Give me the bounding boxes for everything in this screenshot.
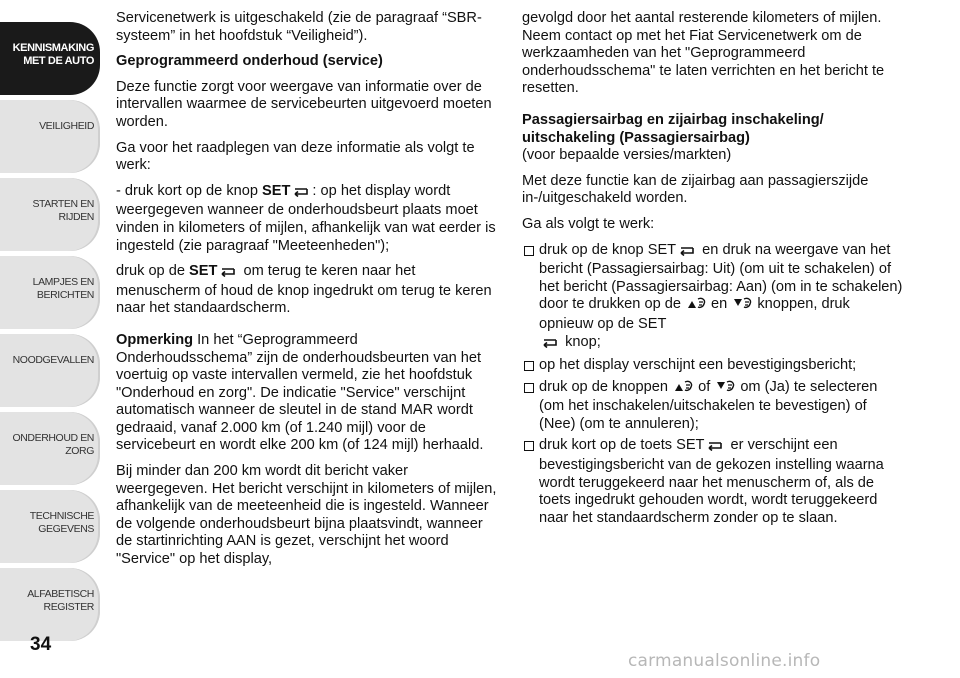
paragraph: Bij minder dan 200 km wordt dit bericht vaker weergegeven. Het bericht verschijnt in kilometers of mijlen, afhankelijk van de meeteenheid die is ingesteld. Wanneer de volgende onderhoudsbeurt bijna plaatsvindt, wanneer de startinrichting AAN is gezet, verschijnt het woord "Service" op het display, bbox=[116, 463, 497, 568]
tab-label: TECHNISCHE GEGEVENS bbox=[29, 510, 94, 535]
text: om (Ja) te selecteren (om het inschakelen/uitschakelen te bevestigen) of (Nee) (om te annuleren); bbox=[539, 378, 878, 432]
tab-label: STARTEN EN RIJDEN bbox=[32, 198, 94, 223]
tab-noodgevallen[interactable] bbox=[0, 334, 100, 407]
paragraph bbox=[116, 263, 498, 318]
tab-technische-gegevens[interactable] bbox=[0, 490, 100, 563]
text: om terug te keren naar het menuscherm of houd de knop ingedrukt om terug te keren naar het standaardscherm. bbox=[116, 263, 492, 317]
down-button-icon bbox=[716, 379, 738, 399]
text: In het “Geprogrammeerd Onderhoudsschema” zijn de onderhoudsbeurten van het voertuig op vaste intervallen vermeld, zie het hoofdstuk "Onderhoud en zorg". De indicatie "Service" verschijnt automatisch wanneer de sleutel in de stand MAR wordt gedraaid, vanaf 2.000 km (of 1.240 mijl) voor de servicebeurt en wordt elke 200 km (of 124 mijl) herhaald. bbox=[116, 331, 484, 454]
list-item bbox=[522, 437, 904, 527]
note-label: Opmerking bbox=[116, 331, 194, 348]
down-button-icon bbox=[733, 296, 755, 316]
left-column bbox=[116, 10, 498, 577]
return-arrow-icon bbox=[678, 244, 696, 262]
set-label: SET bbox=[189, 263, 218, 280]
tab-veiligheid[interactable] bbox=[0, 100, 100, 173]
text: er verschijnt een bevestigingsbericht van de gekozen instelling waarna wordt teruggekeerd naar het menuscherm of, als de toets ingedrukt gehouden wordt, wordt teruggekeerd naar het standaardscherm zonder op te slaan. bbox=[539, 437, 884, 526]
tab-label: VEILIGHEID bbox=[39, 120, 94, 132]
page-number: 34 bbox=[30, 634, 52, 655]
text: druk op de knop SET bbox=[539, 241, 677, 258]
list-item bbox=[522, 242, 904, 354]
list-item bbox=[522, 379, 904, 434]
tab-label: NOODGEVALLEN bbox=[12, 354, 94, 366]
tab-label: LAMPJES EN BERICHTEN bbox=[32, 276, 94, 301]
right-column bbox=[522, 10, 904, 531]
text: op het display verschijnt een bevestigingsbericht; bbox=[539, 357, 857, 374]
up-button-icon bbox=[674, 379, 696, 399]
text: knoppen, druk opnieuw op de SET bbox=[539, 296, 850, 332]
set-label: SET bbox=[262, 182, 291, 199]
paragraph: Ga als volgt te werk: bbox=[522, 215, 655, 232]
note-paragraph bbox=[116, 332, 498, 455]
text: - druk kort op de knop bbox=[116, 182, 263, 199]
bullet-square-icon bbox=[524, 246, 534, 256]
up-button-icon bbox=[687, 296, 709, 316]
bullet-square-icon bbox=[524, 441, 534, 451]
return-arrow-icon bbox=[292, 185, 310, 203]
return-arrow-icon bbox=[706, 439, 724, 457]
text: druk kort op de toets SET bbox=[539, 437, 705, 454]
section-heading: Passagiersairbag en zijairbag inschakeling/ uitschakeling (Passagiersairbag) bbox=[522, 111, 824, 146]
tab-label: KENNISMAKING MET DE AUTO bbox=[12, 42, 94, 67]
text: knop; bbox=[565, 333, 601, 350]
tab-starten-en-rijden[interactable] bbox=[0, 178, 100, 251]
paragraph: Ga voor het raadplegen van deze informatie als volgt te werk: bbox=[116, 139, 475, 174]
section-heading: Geprogrammeerd onderhoud (service) bbox=[116, 53, 383, 70]
return-arrow-icon bbox=[219, 265, 237, 283]
tab-alfabetisch-register[interactable] bbox=[0, 568, 100, 641]
text: en bbox=[711, 296, 728, 313]
return-arrow-icon bbox=[541, 336, 559, 354]
section-heading-block bbox=[522, 112, 904, 165]
text: : op het display wordt weergegeven wanneer de onderhoudsbeurt plaats moet vinden in kilometers of mijlen, afhankelijk van wat eerder is ingesteld (zie paragraaf "Meeteenheden"); bbox=[116, 182, 496, 254]
paragraph: Deze functie zorgt voor weergave van informatie over de intervallen waarmee de servicebeurten uitgevoerd moeten worden. bbox=[116, 78, 492, 130]
paragraph: Met deze functie kan de zijairbag aan passagierszijde in-/uitgeschakeld worden. bbox=[522, 172, 869, 207]
text: druk op de bbox=[116, 263, 190, 280]
tab-kennismaking[interactable] bbox=[0, 22, 100, 95]
paragraph: Servicenetwerk is uitgeschakeld (zie de paragraaf “SBR-systeem” in het hoofdstuk “Veiligheid”). bbox=[116, 10, 482, 44]
list-item bbox=[522, 357, 904, 375]
paragraph bbox=[116, 183, 498, 255]
text: druk op de knoppen bbox=[539, 378, 669, 395]
bullet-square-icon bbox=[524, 383, 534, 393]
tab-label: ALFABETISCH REGISTER bbox=[27, 588, 94, 613]
watermark: carmanualsonline.info bbox=[628, 651, 821, 671]
paragraph: gevolgd door het aantal resterende kilometers of mijlen. Neem contact op met het Fiat Servicenetwerk om de werkzaamheden van het "Geprogrammeerd onderhoudsschema" te laten verrichten en het bericht te resetten. bbox=[522, 10, 885, 97]
tab-label: ONDERHOUD EN ZORG bbox=[12, 432, 94, 457]
section-subheading: (voor bepaalde versies/markten) bbox=[522, 147, 732, 164]
bullet-square-icon bbox=[524, 361, 534, 371]
tab-onderhoud-en-zorg[interactable] bbox=[0, 412, 100, 485]
text: of bbox=[698, 378, 711, 395]
tab-lampjes-en-berichten[interactable] bbox=[0, 256, 100, 329]
chapter-sidebar bbox=[0, 22, 100, 646]
text: en druk na weergave van het bericht (Passagiersairbag: Uit) (om uit te schakelen) of het bericht (Passagiersairbag: Aan) (om in te schakelen) door te drukken op de bbox=[539, 241, 903, 313]
